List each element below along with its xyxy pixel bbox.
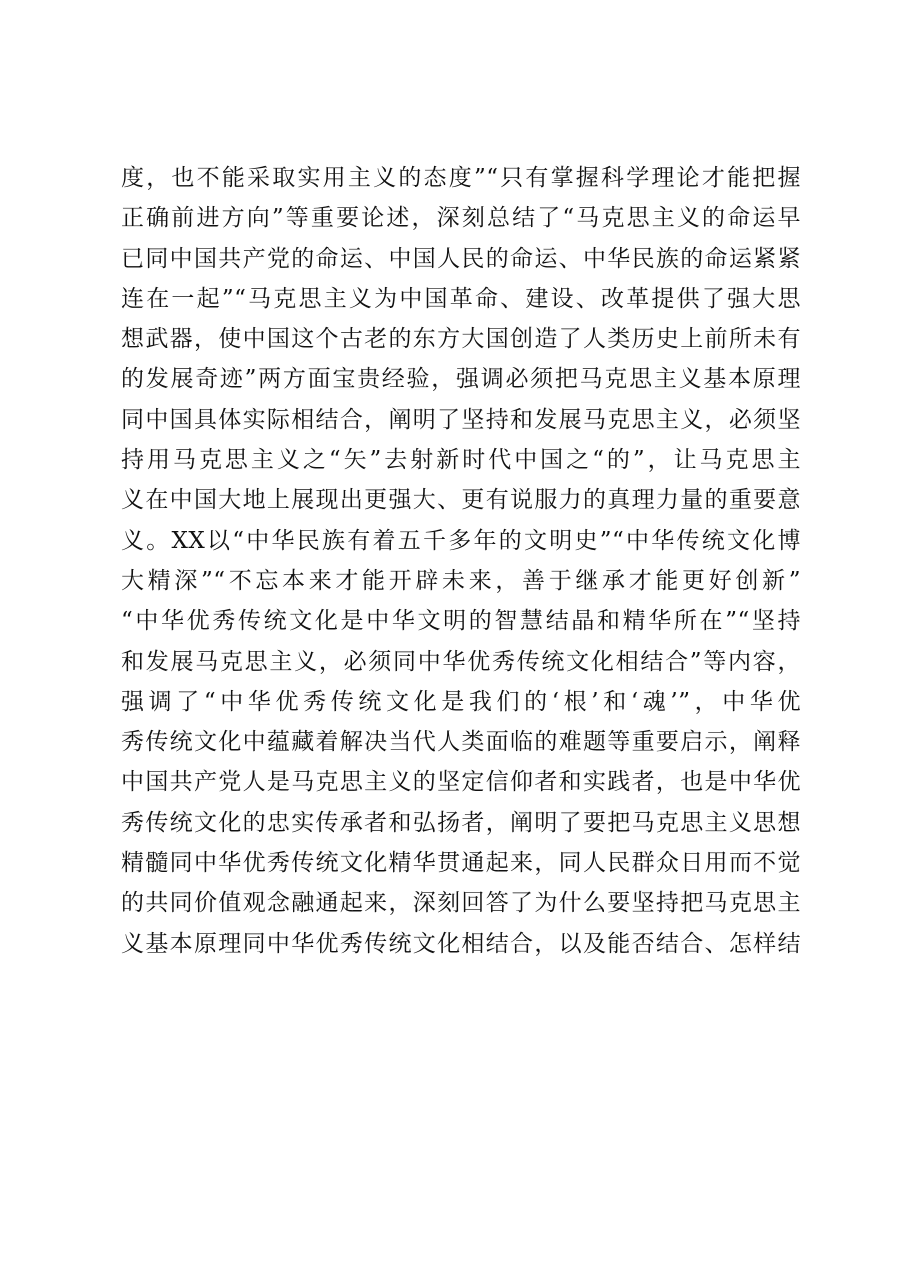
text-line: 和发展马克思主义，必须同中华优秀传统文化相结合”等内容， [121, 648, 801, 675]
text-line: 想武器，使中国这个古老的东方大国创造了人类历史上前所未有 [121, 326, 801, 353]
text-line: 的发展奇迹”两方面宝贵经验，强调必须把马克思主义基本原理 [121, 366, 801, 393]
text-line: 秀传统文化的忠实传承者和弘扬者，阐明了要把马克思主义思想 [121, 809, 801, 836]
text-line: 持用马克思主义之“矢”去射新时代中国之“的”，让马克思主 [121, 447, 801, 474]
text-line: 义。XX以“中华民族有着五千多年的文明史”“中华传统文化博 [121, 527, 801, 554]
text-line: 同中国具体实际相结合，阐明了坚持和发展马克思主义，必须坚 [121, 406, 801, 433]
text-line: 已同中国共产党的命运、中国人民的命运、中华民族的命运紧紧 [121, 245, 801, 272]
body-text [121, 158, 801, 964]
text-line: 的共同价值观念融通起来，深刻回答了为什么要坚持把马克思主 [121, 890, 801, 917]
text-line: 大精深”“不忘本来才能开辟未来，善于继承才能更好创新” [121, 567, 801, 594]
text-line: 中国共产党人是马克思主义的坚定信仰者和实践者，也是中华优 [121, 769, 801, 796]
text-line: “中华优秀传统文化是中华文明的智慧结晶和精华所在”“坚持 [121, 608, 801, 635]
text-line: 秀传统文化中蕴藏着解决当代人类面临的难题等重要启示，阐释 [121, 729, 801, 756]
text-line: 义基本原理同中华优秀传统文化相结合，以及能否结合、怎样结 [121, 930, 801, 957]
text-line: 义在中国大地上展现出更强大、更有说服力的真理力量的重要意 [121, 487, 801, 514]
text-line: 度，也不能采取实用主义的态度”“只有掌握科学理论才能把握 [121, 165, 801, 191]
text-line: 强调了“中华优秀传统文化是我们的‘根’和‘魂’”，中华优 [121, 688, 801, 715]
text-line: 正确前进方向”等重要论述，深刻总结了“马克思主义的命运早 [121, 205, 801, 232]
text-line: 连在一起”“马克思主义为中国革命、建设、改革提供了强大思 [121, 285, 801, 312]
text-line: 精髓同中华优秀传统文化精华贯通起来，同人民群众日用而不觉 [121, 850, 801, 877]
